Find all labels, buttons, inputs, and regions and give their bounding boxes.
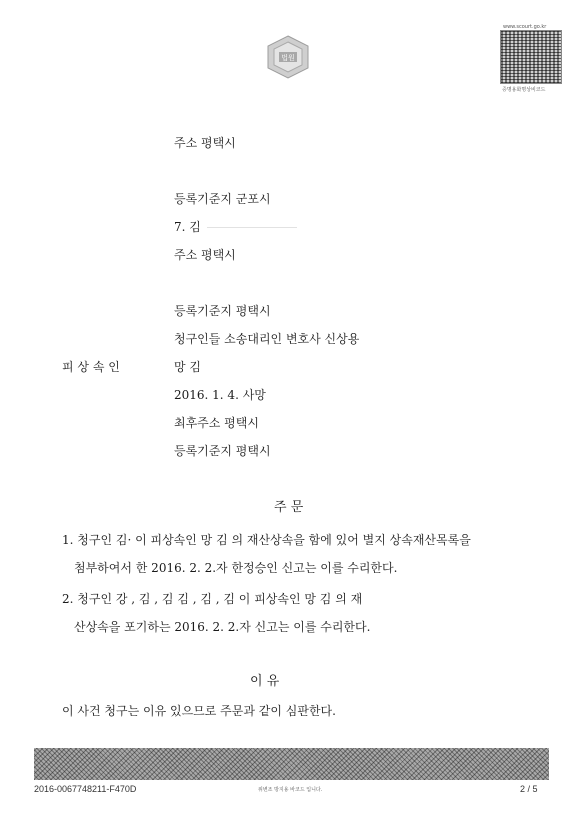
judgment-item-1-line-1: 1. 청구인 김· 이 피상속인 망 김 의 재산상속을 함에 있어 별지 상속재산목록을 bbox=[62, 533, 471, 547]
judgment-item-2-line-1: 2. 청구인 강 , 김 , 김 김 , 김 , 김 이 피상속인 망 김 의 재 bbox=[62, 592, 363, 606]
qr-caption: 증명용화명상비코드 bbox=[502, 87, 546, 93]
judgment-item-1-line-2: 첨부하여서 한 2016. 2. 2.자 한정승인 신고는 이를 수리한다. bbox=[74, 561, 398, 575]
anti-forgery-barcode bbox=[34, 748, 549, 780]
registry-line-3: 등록기준지 평택시 bbox=[174, 444, 271, 458]
decedent-label: 피 상 속 인 bbox=[62, 360, 120, 374]
redaction-mark bbox=[207, 227, 297, 228]
attorney-line: 청구인들 소송대리인 변호사 신상용 bbox=[174, 332, 360, 346]
reason-text: 이 사건 청구는 이유 있으므로 주문과 같이 심판한다. bbox=[62, 704, 336, 718]
claimant-7-line bbox=[174, 218, 297, 235]
death-date: 2016. 1. 4. 사망 bbox=[174, 388, 266, 402]
claimant-7-name: 7. 김 bbox=[174, 220, 201, 234]
address-line-1: 주소 평택시 bbox=[174, 136, 236, 150]
reason-heading: 이 유 bbox=[250, 674, 280, 689]
qr-url: www.scourt.go.kr bbox=[503, 24, 547, 30]
judgment-heading: 주 문 bbox=[274, 500, 304, 515]
registry-line-1: 등록기준지 군포시 bbox=[174, 192, 271, 206]
judgment-item-2-line-2: 산상속을 포기하는 2016. 2. 2.자 신고는 이를 수리한다. bbox=[74, 620, 371, 634]
qr-code-icon bbox=[500, 30, 562, 84]
address-line-2: 주소 평택시 bbox=[174, 248, 236, 262]
barcode-notice: 위변조 방지용 바코드 입니다. bbox=[258, 787, 323, 793]
page-number: 2 / 5 bbox=[520, 784, 538, 794]
court-seal-icon bbox=[263, 34, 313, 80]
document-id: 2016-0067748211-F470D bbox=[34, 784, 137, 794]
decedent-name: 망 김 bbox=[174, 360, 201, 374]
last-address: 최후주소 평택시 bbox=[174, 416, 259, 430]
seal-text: 법원 bbox=[281, 54, 295, 62]
registry-line-2: 등록기준지 평택시 bbox=[174, 304, 271, 318]
